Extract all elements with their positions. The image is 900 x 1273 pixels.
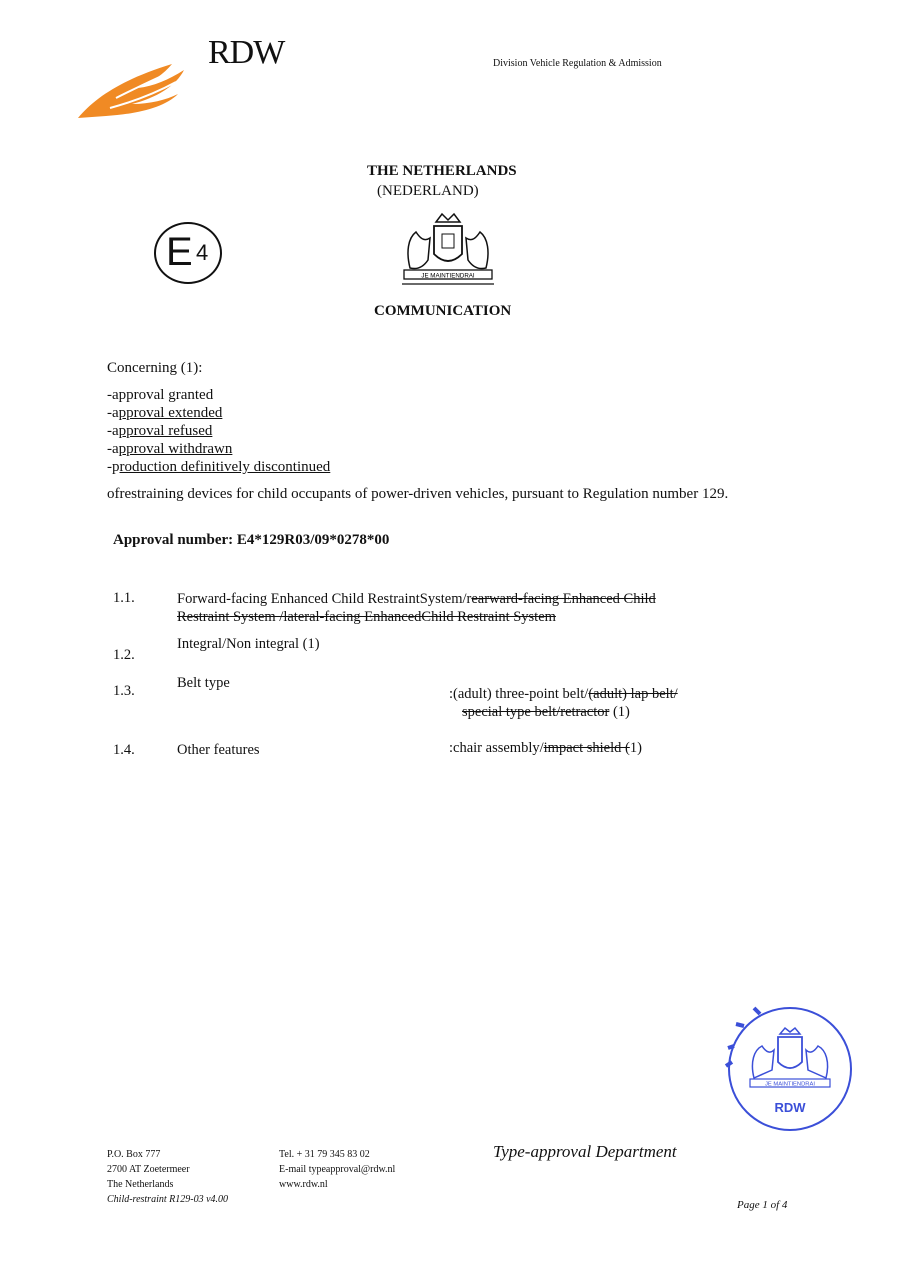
stamp-motto: JE MAINTIENDRAI: [765, 1081, 815, 1088]
email-link[interactable]: E-mail typeapproval@rdw.nl: [279, 1164, 396, 1175]
field-other-features-label: Other features: [177, 742, 260, 758]
coat-of-arms-icon: [398, 208, 498, 288]
brand-name: RDW: [208, 34, 285, 71]
concerning-item: -approval withdrawn: [107, 441, 233, 457]
footer-contact: Tel. + 31 79 345 83 02 E-mail typeapproval@rdw.nl www.rdw.nl: [279, 1149, 396, 1190]
emark-circle: [154, 222, 222, 284]
field-number: 1.2.: [113, 647, 135, 663]
concerning-item: -approval granted: [107, 387, 214, 403]
concerning-label: Concerning (1):: [107, 360, 203, 376]
country-local-name: (NEDERLAND): [377, 183, 479, 199]
crest-motto: JE MAINTIENDRAI: [421, 272, 475, 280]
emark-number: 4: [196, 240, 209, 265]
field-belt-type-value: :(adult) three-point belt/(adult) lap belt/ special type belt/retractor (1): [449, 686, 678, 720]
concerning-list: [107, 386, 330, 476]
field-belt-type-label: Belt type: [177, 675, 230, 691]
field-number: 1.3.: [113, 683, 135, 699]
approval-number: Approval number: E4*129R03/09*0278*00: [113, 532, 390, 548]
rdw-stamp: [724, 1004, 856, 1134]
rdw-flame-logo: [76, 52, 196, 122]
footer-address: P.O. Box 777 2700 AT Zoetermeer The Netherlands Child-restraint R129-03 v4.00: [107, 1149, 229, 1205]
document-reference: Child-restraint R129-03 v4.00: [107, 1194, 229, 1205]
field-number: 1.1.: [113, 590, 135, 606]
field-restraint-type: Forward-facing Enhanced Child RestraintSystem/rearward-facing Enhanced Child Restraint System /lateral-facing EnhancedChild Restraint System: [177, 591, 656, 625]
division-name: Division Vehicle Regulation & Admission: [493, 58, 662, 69]
department-name: Type-approval Department: [493, 1142, 677, 1161]
website-link[interactable]: www.rdw.nl: [279, 1179, 328, 1190]
field-other-features-value: :chair assembly/impact shield (1): [449, 740, 642, 756]
subject-text: ofrestraining devices for child occupants of power-driven vehicles, pursuant to Regulation number 129.: [107, 486, 729, 502]
page-number: Page 1 of 4: [737, 1199, 788, 1211]
concerning-item: -approval extended: [107, 405, 223, 421]
emark-letter: E: [166, 230, 193, 274]
concerning-item: -production definitively discontinued: [107, 459, 331, 475]
field-number: 1.4.: [113, 742, 135, 758]
concerning-item: -approval refused: [107, 423, 213, 439]
country-name: THE NETHERLANDS: [367, 163, 517, 179]
page-title: COMMUNICATION: [374, 303, 512, 319]
stamp-label: RDW: [774, 1100, 806, 1115]
field-integral: Integral/Non integral (1): [177, 636, 320, 652]
